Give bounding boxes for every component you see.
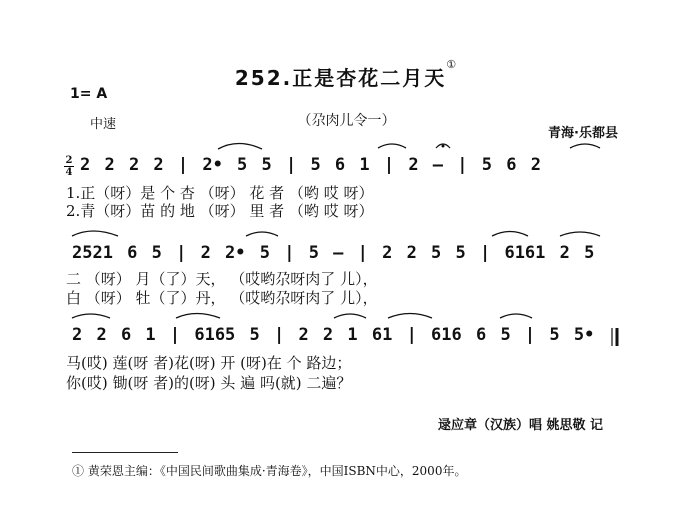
time-signature: 2 4 (65, 155, 73, 178)
footnote-marker: ① (446, 58, 459, 71)
lyric-line-1b: 2.青（呀）苗 的 地 （呀） 里 者 （哟 哎 呀） (66, 202, 374, 220)
lyric-line-3b: 你(哎) 锄(呀 者)的(呀) 头 遍 吗(就) 二遍？ (66, 374, 352, 392)
notation-line-1: 2 2 2 2 | 2• 5 5 | 5 6 1 | 2 — | 5 6 2 (80, 155, 541, 175)
tempo-marking: 中速 (90, 117, 117, 132)
notation-line-3: 2 2 6 1 | 6165 5 | 2 2 1 61 | 616 6 5 | 5 5• (72, 325, 595, 345)
credit-line: 逯应章（汉族）唱 姚思敬 记 (438, 418, 604, 433)
lyric-line-1a: 1.正（呀）是 个 杏 （呀） 花 者 （哟 哎 呀） (66, 184, 374, 202)
notation-line-2: 2521 6 5 | 2 2• 5 | 5 — | 2 2 5 5 | 6161 2 5 (72, 243, 595, 263)
lyric-line-2a: 二 （呀） 月（了）天， （哎哟尕呀肉了 儿）， (66, 270, 378, 288)
lyric-line-3a: 马(哎) 莲(呀 者)花(呀) 开 (呀)在 个 路边； (66, 354, 352, 372)
footnote: ① 黄荣恩主编：《中国民间歌曲集成·青海卷》，中国ISBN中心，2000年。 (72, 464, 467, 478)
song-title: 252.正是杏花二月天① (234, 58, 459, 90)
region-label: 青海·乐都县 (548, 126, 618, 141)
key-signature: 1= A (70, 86, 108, 102)
lyric-line-2b: 白 （呀） 牡（了）丹， （哎哟尕呀肉了 儿）， (66, 289, 378, 307)
footnote-divider (72, 452, 178, 453)
tune-subtitle: （尕肉儿令一） (297, 113, 396, 129)
